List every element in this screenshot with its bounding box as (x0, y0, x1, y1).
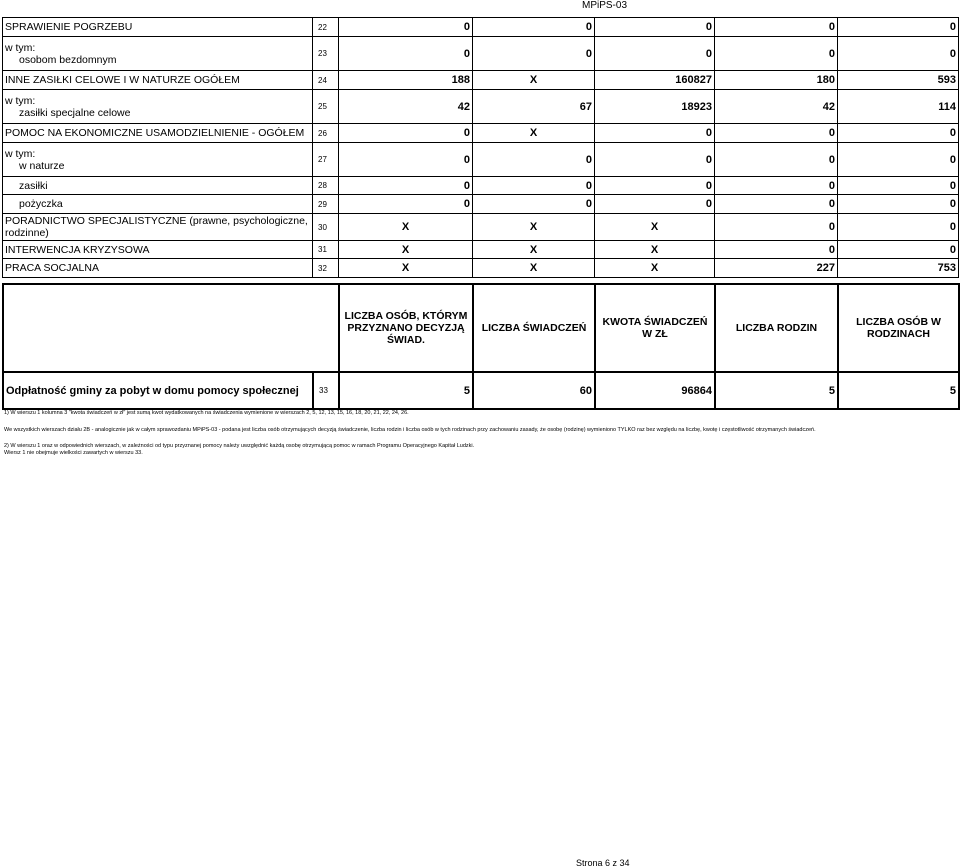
row-label (3, 259, 313, 278)
cell-value: 0 (715, 241, 838, 259)
col-header-families: LICZBA RODZIN (715, 284, 838, 372)
cell-value: 0 (473, 37, 595, 71)
col-header-family-persons: LICZBA OSÓB W RODZINACH (838, 284, 959, 372)
col-header-persons: LICZBA OSÓB, KTÓRYM PRZYZNANO DECYZJĄ ŚWIAD. (339, 284, 473, 372)
cell-value: 0 (595, 195, 715, 214)
cell-value: 0 (339, 195, 473, 214)
table-row (3, 241, 959, 259)
cell-value: 114 (838, 90, 959, 124)
cell-value: X (473, 214, 595, 241)
cell-value: 18923 (595, 90, 715, 124)
row-prefix: w tym: (5, 147, 36, 160)
row-number: 24 (313, 71, 339, 90)
row-label (3, 71, 313, 90)
table-row (3, 259, 959, 278)
cell-value: 5 (838, 372, 959, 409)
cell-value: 0 (838, 18, 959, 37)
cell-value: 0 (715, 37, 838, 71)
note-4: Wiersz 1 nie obejmuje wielkości zawartych w wierszu 33. (4, 450, 143, 456)
row-sublabel: zasiłki specjalne celowe (19, 106, 131, 119)
cell-value: 5 (715, 372, 838, 409)
cell-value: 96864 (595, 372, 715, 409)
row-number: 23 (313, 37, 339, 71)
blank-header-cell (3, 284, 339, 372)
row-label (3, 195, 313, 214)
row-number: 26 (313, 124, 339, 143)
row-label-text: pożyczka (19, 198, 63, 210)
cell-value: 0 (715, 195, 838, 214)
row-label (3, 143, 313, 177)
table-row (3, 37, 959, 71)
row-label (3, 90, 313, 124)
cell-value: 0 (339, 37, 473, 71)
form-code: MPiPS-03 (582, 0, 628, 11)
cell-value: 0 (838, 177, 959, 195)
cell-value: 0 (473, 143, 595, 177)
row-label (3, 214, 313, 241)
row-label-text: PRACA SOCJALNA (5, 262, 99, 274)
cell-value: 0 (838, 241, 959, 259)
cell-value: X (339, 214, 473, 241)
cell-value: 0 (339, 18, 473, 37)
cell-value: 593 (838, 71, 959, 90)
row-number: 25 (313, 90, 339, 124)
col-header-amount: KWOTA ŚWIADCZEŃ W ZŁ (595, 284, 715, 372)
cell-value: 0 (838, 37, 959, 71)
cell-value: 180 (715, 71, 838, 90)
row-sublabel: osobom bezdomnym (19, 53, 117, 66)
table-row (3, 18, 959, 37)
cell-value: 60 (473, 372, 595, 409)
table-row (3, 372, 959, 409)
table-row (3, 214, 959, 241)
table-row (3, 90, 959, 124)
cell-value: 0 (715, 124, 838, 143)
cell-value: 42 (339, 90, 473, 124)
care-home-table (2, 283, 960, 410)
cell-value: 0 (595, 143, 715, 177)
cell-value: 753 (838, 259, 959, 278)
cell-value: X (473, 124, 595, 143)
row-number: 30 (313, 214, 339, 241)
row-number: 22 (313, 18, 339, 37)
row-label (3, 177, 313, 195)
row-number: 33 (313, 372, 339, 409)
cell-value: 0 (339, 124, 473, 143)
note-1: 1) W wierszu 1 kolumna 3 "kwota świadczeń w zł" jest sumą kwot wydatkowanych na świadczenia wymienione w wierszach 2, 5, 12, 13, 15, 16, 18, 20, 21, 22, 24, 26. (4, 410, 409, 416)
cell-value: 5 (339, 372, 473, 409)
table-row (3, 71, 959, 90)
cell-value: 160827 (595, 71, 715, 90)
cell-value: 188 (339, 71, 473, 90)
cell-value: 67 (473, 90, 595, 124)
row-label: Odpłatność gminy za pobyt w domu pomocy społecznej (3, 372, 313, 409)
row-label (3, 124, 313, 143)
cell-value: 0 (473, 195, 595, 214)
cell-value: 0 (595, 18, 715, 37)
cell-value: 42 (715, 90, 838, 124)
cell-value: X (595, 259, 715, 278)
cell-value: 0 (473, 177, 595, 195)
cell-value: 0 (715, 143, 838, 177)
row-label-text: PORADNICTWO SPECJALISTYCZNE (prawne, psychologiczne, rodzinne) (5, 215, 308, 239)
row-label (3, 37, 313, 71)
row-label (3, 241, 313, 259)
cell-value: 0 (838, 124, 959, 143)
row-number: 29 (313, 195, 339, 214)
cell-value: X (473, 241, 595, 259)
table-row (3, 124, 959, 143)
cell-value: X (339, 259, 473, 278)
table-row (3, 143, 959, 177)
cell-value: X (595, 241, 715, 259)
cell-value: 0 (838, 214, 959, 241)
cell-value: 0 (339, 143, 473, 177)
cell-value: 0 (473, 18, 595, 37)
benefits-table (2, 17, 959, 278)
cell-value: X (595, 214, 715, 241)
table-row (3, 177, 959, 195)
cell-value: 0 (715, 177, 838, 195)
cell-value: X (473, 71, 595, 90)
note-3: 2) W wierszu 1 oraz w odpowiednich wierszach, w zależności od typu przyznanej pomocy należy uwzględnić każdą osobę otrzymującą pomoc w ramach Programu Operacyjnego Kapitał Ludzki. (4, 443, 475, 449)
row-label-text: INNE ZASIŁKI CELOWE I W NATURZE OGÓŁEM (5, 74, 240, 86)
cell-value: 0 (595, 124, 715, 143)
cell-value: X (339, 241, 473, 259)
row-label-text: zasiłki (19, 179, 48, 192)
row-number: 31 (313, 241, 339, 259)
row-label (3, 18, 313, 37)
cell-value: 0 (339, 177, 473, 195)
table-row (3, 195, 959, 214)
row-prefix: w tym: (5, 41, 36, 54)
cell-value: 0 (595, 177, 715, 195)
cell-value: 0 (715, 18, 838, 37)
row-number: 32 (313, 259, 339, 278)
col-header-benefits: LICZBA ŚWIADCZEŃ (473, 284, 595, 372)
cell-value: 0 (838, 195, 959, 214)
row-label-text: POMOC NA EKONOMICZNE USAMODZIELNIENIE - OGÓŁEM (5, 127, 305, 139)
cell-value: 0 (595, 37, 715, 71)
row-prefix: w tym: (5, 94, 36, 107)
note-2: We wszystkich wierszach działu 2B - analogicznie jak w całym sprawozdaniu MPiPS-03 - podana jest liczba osób otrzymujących decyzją świadczenie, liczba rodzin i liczba osób w tych rodzinach przy zachowaniu zasady, że osobę (rodzinę) wymieniono TYLKO raz bez względu na liczbę, kwotę i częstotliwość otrzymanych świadczeń. (4, 427, 816, 433)
cell-value: 227 (715, 259, 838, 278)
row-number: 28 (313, 177, 339, 195)
row-label-text: INTERWENCJA KRYZYSOWA (5, 243, 150, 256)
row-sublabel: w naturze (19, 159, 65, 172)
cell-value: 0 (838, 143, 959, 177)
header-row (3, 284, 959, 372)
page-number: Strona 6 z 34 (576, 858, 630, 868)
cell-value: 0 (715, 214, 838, 241)
cell-value: X (473, 259, 595, 278)
row-number: 27 (313, 143, 339, 177)
row-label-text: SPRAWIENIE POGRZEBU (5, 21, 133, 33)
